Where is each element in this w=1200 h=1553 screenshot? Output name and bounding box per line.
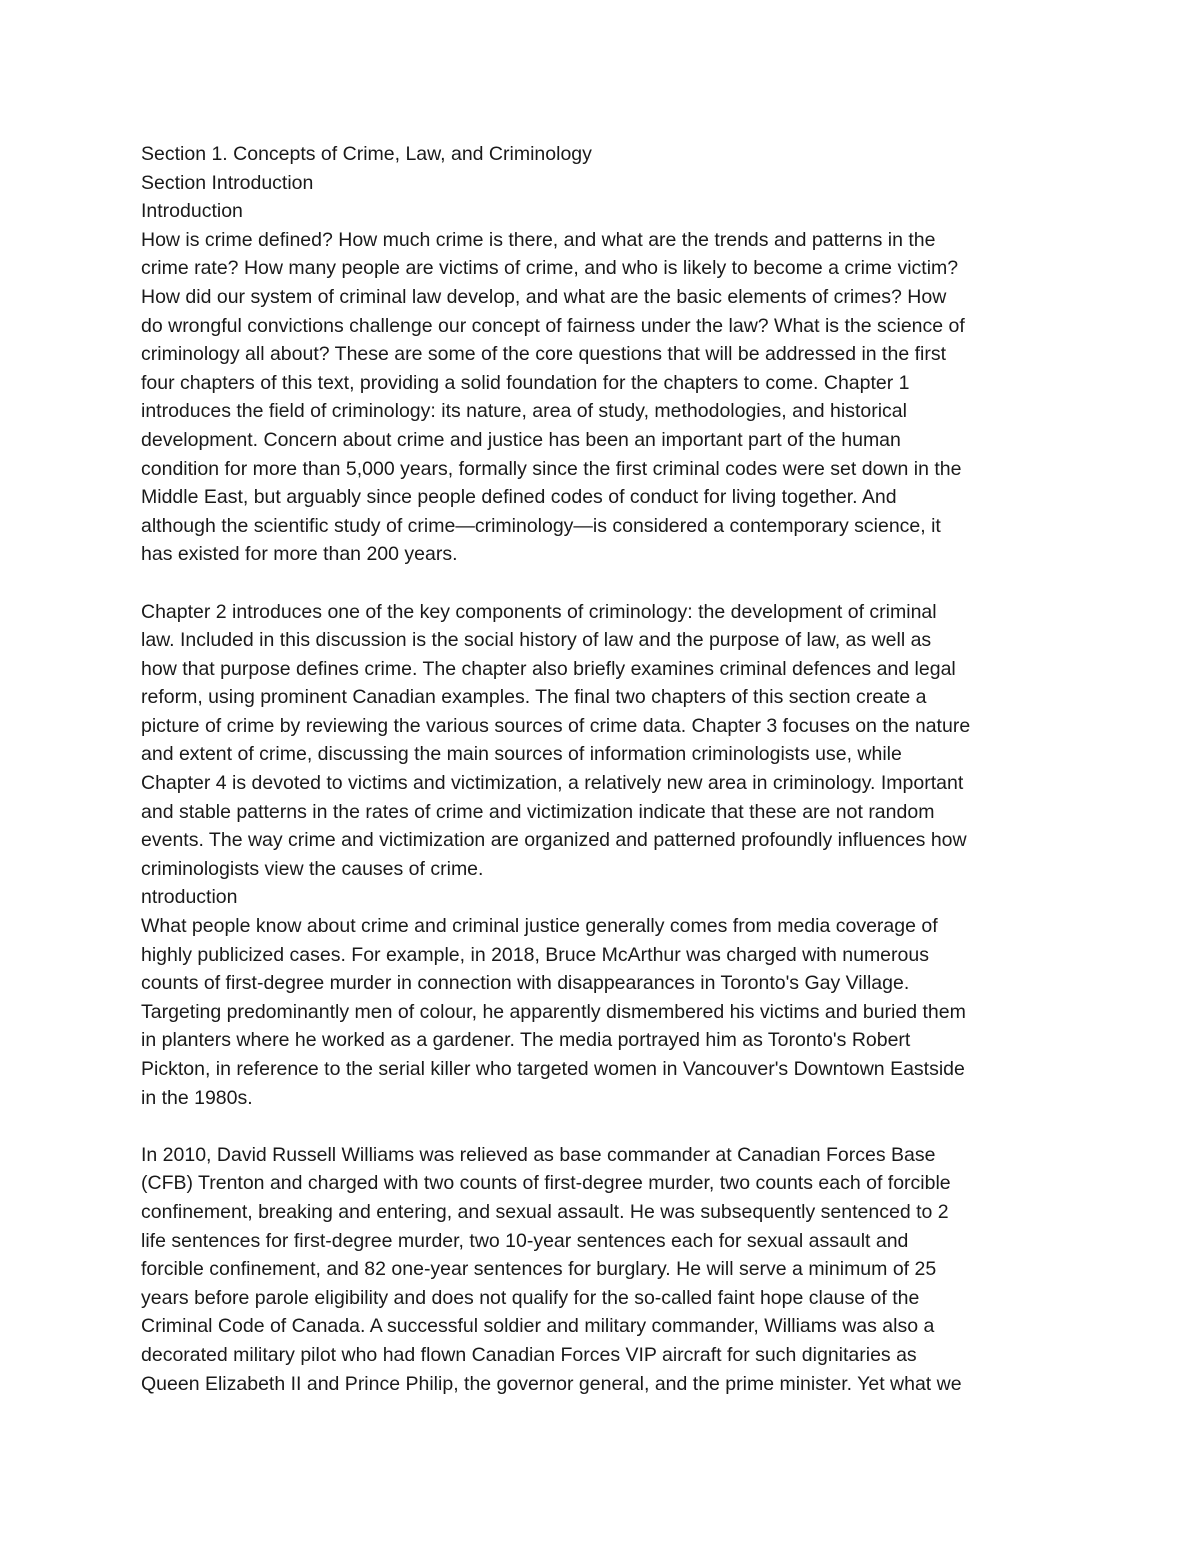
text-line: Introduction bbox=[141, 200, 243, 223]
text-line: Chapter 2 introduces one of the key components of criminology: the development of criminal bbox=[141, 600, 937, 623]
text-line: law. Included in this discussion is the social history of law and the purpose of law, as well as bbox=[141, 629, 932, 652]
text-line: criminologists view the causes of crime. bbox=[141, 857, 484, 880]
text-line: development. Concern about crime and justice has been an important part of the human bbox=[141, 428, 901, 451]
text-line: and extent of crime, discussing the main sources of information criminologists use, while bbox=[141, 743, 902, 766]
paragraph-break bbox=[141, 1112, 1066, 1141]
text-line: In 2010, David Russell Williams was relieved as base commander at Canadian Forces Base bbox=[141, 1143, 936, 1166]
text-line: Section 1. Concepts of Crime, Law, and Criminology bbox=[141, 143, 592, 165]
text-line: Chapter 4 is devoted to victims and victimization, a relatively new area in criminology. Important bbox=[141, 772, 964, 795]
text-line: criminology all about? These are some of the core questions that will be addressed in the first bbox=[141, 343, 946, 366]
text-line: forcible confinement, and 82 one-year sentences for burglary. He will serve a minimum of 25 bbox=[141, 1258, 937, 1281]
document-page bbox=[141, 140, 1066, 1398]
text-line: has existed for more than 200 years. bbox=[141, 543, 458, 566]
text-line: decorated military pilot who had flown Canadian Forces VIP aircraft for such dignitaries as bbox=[141, 1343, 917, 1366]
text-line: (CFB) Trenton and charged with two counts of first-degree murder, two counts each of forcible bbox=[141, 1172, 951, 1195]
text-line: Section Introduction bbox=[141, 171, 314, 194]
text-line: years before parole eligibility and does not qualify for the so-called faint hope clause of the bbox=[141, 1286, 920, 1309]
text-line: picture of crime by reviewing the various sources of crime data. Chapter 3 focuses on the nature bbox=[141, 714, 971, 737]
text-line: events. The way crime and victimization are organized and patterned profoundly influences how bbox=[141, 829, 967, 852]
text-line: Pickton, in reference to the serial killer who targeted women in Vancouver's Downtown Eastside bbox=[141, 1058, 965, 1080]
text-line: ntroduction bbox=[141, 886, 238, 909]
paragraph-break bbox=[141, 569, 1066, 598]
text-line: What people know about crime and criminal justice generally comes from media coverage of bbox=[141, 915, 938, 938]
text-line: Queen Elizabeth II and Prince Philip, the governor general, and the prime minister. Yet what we bbox=[141, 1372, 962, 1395]
text-line: Criminal Code of Canada. A successful soldier and military commander, Williams was also a bbox=[141, 1315, 935, 1338]
text-line: How is crime defined? How much crime is there, and what are the trends and patterns in the bbox=[141, 228, 936, 251]
text-line: Targeting predominantly men of colour, he apparently dismembered his victims and buried them bbox=[141, 1000, 966, 1023]
text-line: condition for more than 5,000 years, formally since the first criminal codes were set down in the bbox=[141, 457, 962, 480]
text-line: crime rate? How many people are victims of crime, and who is likely to become a crime victim? bbox=[141, 257, 959, 280]
text-line: four chapters of this text, providing a solid foundation for the chapters to come. Chapter 1 bbox=[141, 371, 910, 394]
text-line: do wrongful convictions challenge our concept of fairness under the law? What is the science of bbox=[141, 314, 965, 337]
text-line: how that purpose defines crime. The chapter also briefly examines criminal defences and legal bbox=[141, 657, 956, 680]
text-line: reform, using prominent Canadian examples. The final two chapters of this section create a bbox=[141, 686, 927, 709]
text-line: and stable patterns in the rates of crime and victimization indicate that these are not random bbox=[141, 800, 935, 823]
text-line: How did our system of criminal law develop, and what are the basic elements of crimes? How bbox=[141, 285, 947, 308]
text-line: highly publicized cases. For example, in 2018, Bruce McArthur was charged with numerous bbox=[141, 943, 929, 966]
text-line: in the 1980s. bbox=[141, 1086, 253, 1109]
text-line: life sentences for first-degree murder, two 10-year sentences each for sexual assault and bbox=[141, 1229, 909, 1252]
text-line: introduces the field of criminology: its nature, area of study, methodologies, and historical bbox=[141, 400, 907, 423]
text-line: confinement, breaking and entering, and sexual assault. He was subsequently sentenced to 2 bbox=[141, 1200, 949, 1223]
text-line: in planters where he worked as a gardener. The media portrayed him as Toronto's Robert bbox=[141, 1029, 911, 1052]
text-line: counts of first-degree murder in connection with disappearances in Toronto's Gay Village. bbox=[141, 972, 910, 995]
text-line: although the scientific study of crime—criminology—is considered a contemporary science, it bbox=[141, 514, 941, 537]
text-line: Middle East, but arguably since people defined codes of conduct for living together. And bbox=[141, 486, 897, 509]
